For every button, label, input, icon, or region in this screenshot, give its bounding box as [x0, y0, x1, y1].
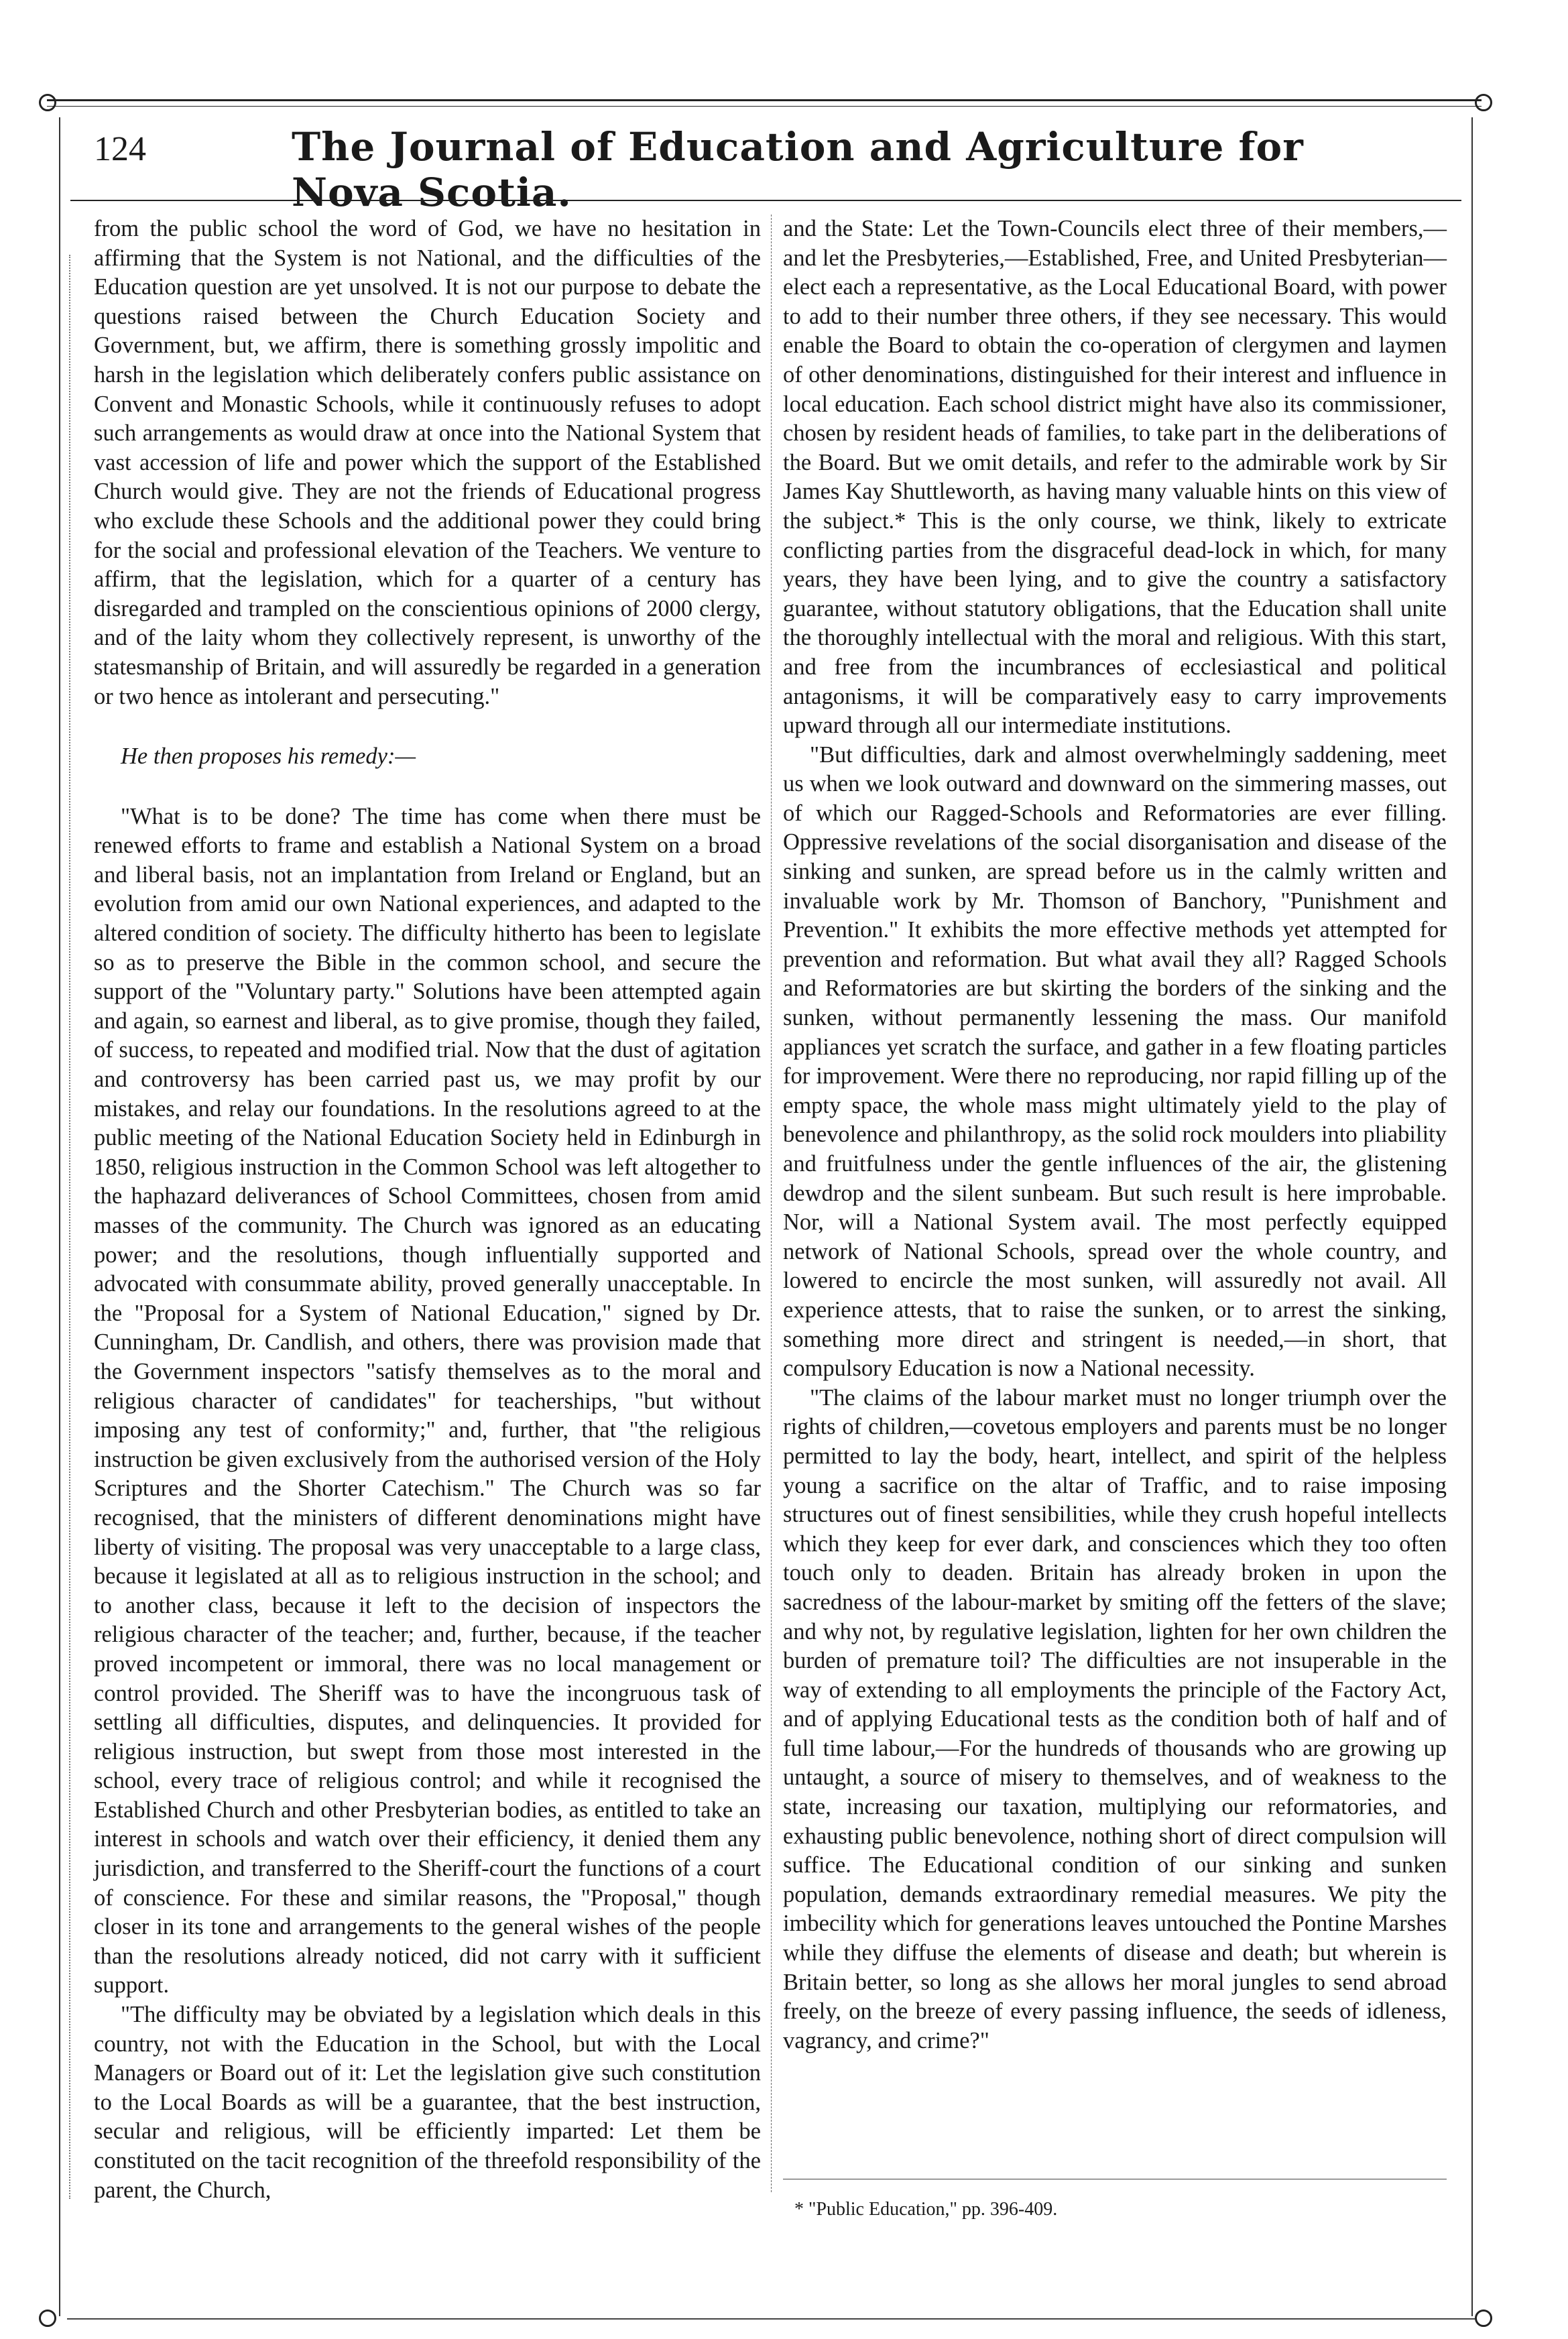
corner-ornament-icon	[1475, 94, 1492, 111]
paragraph: and the State: Let the Town-Councils elect three of their members,—and let the Presbyteries,—Established, Free, and United Presbyterian—elect each a representative, as the Local Educational Board, with power to add to their number three others, if they see necessary. This would enable the Board to obtain the co-operation of clergymen and laymen of other denominations, distinguished for their interest and influence in local education. Each school district might have also its commissioner, chosen by resident heads of families, to take part in the deliberations of the Board. But we omit details, and refer to the admirable work by Sir James Kay Shuttleworth, as having many valuable hints on this view of the subject.* This is the only course, we think, likely to extricate conflicting parties from the disgraceful dead-lock in which, for many years, they have been lying, and to give the country a satisfactory guarantee, without statutory obligations, that the Education shall unite the thoroughly intellectual with the moral and religious. With this start, and free from the incumbrances of ecclesiastical and political antagonisms, it will be comparatively easy to carry improvements upward through all our intermediate institutions.	[783, 216, 1447, 739]
remedy-intro: He then proposes his remedy:—	[121, 743, 416, 770]
corner-ornament-icon	[39, 2310, 56, 2327]
left-column	[94, 215, 761, 2205]
right-border-rule	[1471, 117, 1473, 2316]
right-column	[783, 215, 1447, 2055]
left-border-rule	[59, 117, 60, 2316]
paragraph: "But difficulties, dark and almost overwhelmingly saddening, meet us when we look outward and downward on the simmering masses, out of which our Ragged-Schools and Reformatories are ever filling. Oppressive revelations of the social disorganisation and disease of the sinking and sunken, are spread before us in the calmly written and invaluable work by Mr. Thomson of Banchory, "Punishment and Prevention." It exhibits the more effective methods yet attempted for prevention and reformation. But what avail they all? Ragged Schools and Reformatories are but skirting the borders of the sinking and the sunken, without permanently lessening the mass. Our manifold appliances yet scratch the surface, and gather in a few floating particles for improvement. Were there no reproducing, nor rapid filling up of the empty space, the whole mass might ultimately yield to the play of benevolence and philanthropy, as the solid rock moulders into pliability and fruitfulness under the gentle influences of the air, the glistening dewdrop and the silent sunbeam. But such result is here improbable. Nor, will a National System avail. The most perfectly equipped network of National Schools, spread over the whole country, and lowered to encircle the most sunken, will assuredly not avail. All experience attests, that to raise the sunken, or to arrest the sinking, something more direct and stringent is needed,—in short, that compulsory Education is now a National necessity.	[783, 741, 1447, 1382]
paragraph: "The difficulty may be obviated by a legislation which deals in this country, not with the Education in the School, but with the Local Managers or Board out of it: Let the legislation give such constitution to the Local Boards as will be a guarantee, that the best instruction, secular and religious, will be efficiently imparted: Let them be constituted on the tacit recognition of the threefold responsibility of the parent, the Church,	[94, 2002, 761, 2203]
corner-ornament-icon	[39, 94, 56, 111]
paragraph: "The claims of the labour market must no longer triumph over the rights of children,—covetous employers and parents must be no longer permitted to lay the body, heart, intellect, and spirit of the helpless young a sacrifice on the altar of Traffic, and to raise imposing structures out of finest sensibilities, while they crush hopeful intellects which they keep for ever dark, and consciences which they too often touch only to deaden. Britain has already broken in upon the sacredness of the labour-market by smiting off the fetters of the slave; and why not, by regulative legislation, lighten for her own children the burden of premature toil? The difficulties are not insuperable in the way of extending to all employments the principle of the Factory Act, and of applying Educational tests as the condition both of half and of full time labour,—For the hundreds of thousands who are growing up untaught, a source of misery to themselves, and of weakness to the state, increasing our taxation, multiplying our reformatories, and exhausting public benevolence, nothing short of direct compulsion will suffice. The Educational condition of our sinking and sunken population, demands extraordinary remedial measures. We pity the imbecility which for generations leaves untouched the Pontine Marshes while they diffuse the elements of disease and death; but wherein is Britain better, so long as she allows her moral jungles to send abroad freely, on the breeze of every passing influence, the seeds of idleness, vagrancy, and crime?"	[783, 1384, 1447, 2053]
paragraph: "What is to be done? The time has come when there must be renewed efforts to frame and establish a National System on a broad and liberal basis, not an implantation from Ireland or England, but an evolution from amid our own National experiences, and adapted to the altered condition of society. The difficulty hitherto has been to legislate so as to preserve the Bible in the common school, and secure the support of the "Voluntary party." Solutions have been attempted again and again, so earnest and liberal, as to give promise, though they failed, of success, to repeated and modified trial. Now that the dust of agitation and controversy has been carried past us, we may profit by our mistakes, and relay our foundations. In the resolutions agreed to at the public meeting of the National Education Society held in Edinburgh in 1850, religious instruction in the Common School was left altogether to the haphazard deliverances of School Committees, chosen from amid masses of the community. The Church was ignored as an educating power; and the resolutions, though influentially supported and advocated with consummate ability, proved generally unacceptable. In the "Proposal for a System of National Education," signed by Dr. Cunningham, Dr. Candlish, and others, there was provision made that the Government inspectors "satisfy themselves as to the moral and religious character of candidates" for teacherships, "but without imposing any test of conformity;" and, further, that "the religious instruction be given exclusively from the authorised version of the Holy Scriptures and the Shorter Catechism." The Church was so far recognised, that the ministers of different denominations might have liberty of visiting. The proposal was very unacceptable to a large class, because it legislated at all as to religious instruction in the school; and to another class, because it left to the decision of inspectors the religious character of the teacher; and, further, because, if the teacher proved incompetent or immoral, there was no local management or control provided. The Sheriff was to have the incongruous task of settling all difficulties, disputes, and delinquencies. It provided for religious instruction, but swept from those most interested in the school, every trace of religious control; and while it recognised the Established Church and other Presbyterian bodies, as entitled to take an interest in schools and watch over their efficiency, it denied them any jurisdiction, and transferred to the Sheriff-court the functions of a court of conscience. For these and similar reasons, the "Proposal," though closer in its tone and arrangements to the general wishes of the people than the resolutions already noticed, did not carry with it sufficient support.	[94, 803, 761, 1998]
quotation-margin-marks	[69, 255, 82, 2199]
page-header	[70, 117, 1461, 215]
top-border-rule-thin	[47, 106, 1482, 107]
bottom-border-rule	[67, 2318, 1475, 2320]
corner-ornament-icon	[1475, 2310, 1492, 2327]
column-divider	[771, 215, 772, 2192]
footnote: * "Public Education," pp. 396-409.	[794, 2199, 1058, 2220]
journal-title: The Journal of Education and Agriculture for Nova Scotia.	[292, 124, 1304, 215]
paragraph: from the public school the word of God, we have no hesitation in affirming that the System is not National, and the difficulties of the Education question are yet unsolved. It is not our purpose to debate the questions raised between the Church Education Society and Government, but, we affirm, there is something grossly impolitic and harsh in the legislation which deliberately confers public assistance on Convent and Monastic Schools, while it continuously refuses to adopt such arrangements as would draw at once into the National System that vast accession of life and power which the support of the Established Church would give. They are not the friends of Educational progress who exclude these Schools and the additional power they could bring for the social and professional elevation of the Teachers. We venture to affirm, that the legislation, which for a quarter of a century has disregarded and trampled on the conscientious opinions of 2000 clergy, and of the laity whom they collectively represent, is unworthy of the statesmanship of Britain, and will assuredly be regarded in a generation or two hence as intolerant and persecuting."	[94, 216, 761, 709]
header-rule	[70, 200, 1461, 201]
page-number: 124	[94, 130, 146, 168]
top-border-rule	[47, 99, 1482, 101]
